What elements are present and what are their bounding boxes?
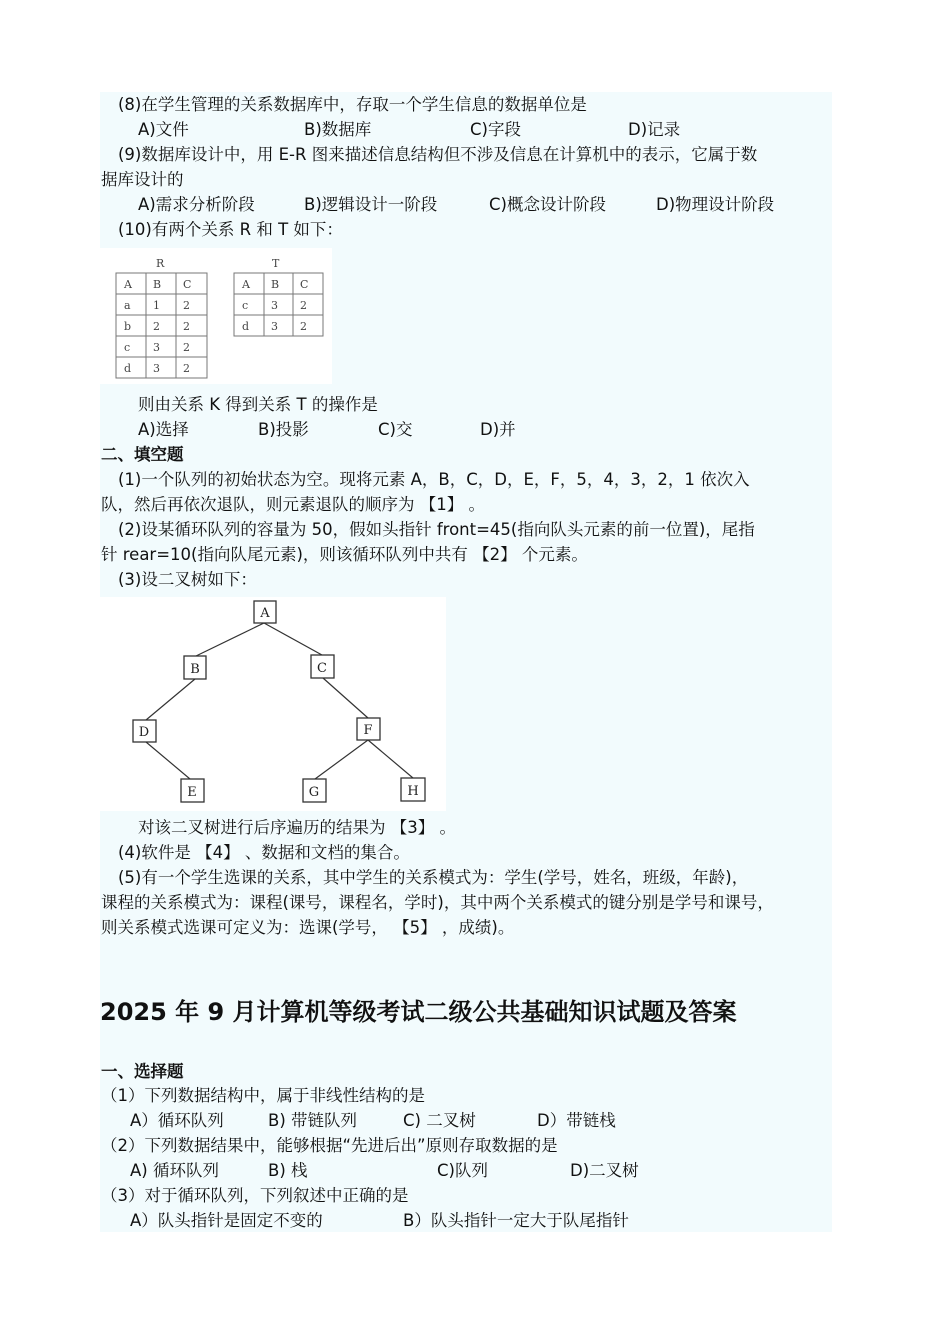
choice-q1: （1）下列数据结构中，属于非线性结构的是: [101, 1086, 425, 1105]
table-r-header-b: B: [153, 278, 162, 291]
q9-option-c: C)概念设计阶段: [489, 195, 606, 214]
choice-q1-option-d: D）带链栈: [537, 1111, 616, 1130]
q10-option-a: A)选择: [138, 420, 189, 439]
fill-q4: (4)软件是 【4】 、数据和文档的集合。: [118, 843, 410, 862]
q9-stem-line1: (9)数据库设计中，用 E-R 图来描述信息结构但不涉及信息在计算机中的表示，它属于数: [118, 145, 758, 164]
table-t-title: T: [272, 257, 280, 270]
table-r-cell: 2: [183, 341, 190, 354]
fill-q3-question: 对该二叉树进行后序遍历的结果为 【3】 。: [138, 818, 456, 837]
fill-q2-line2: 针 rear=10(指向队尾元素)，则该循环队列中共有 【2】 个元素。: [101, 545, 588, 564]
tree-node-h: H: [407, 784, 419, 799]
q9-stem-line2: 据库设计的: [101, 170, 184, 189]
q10-option-b: B)投影: [258, 420, 309, 439]
choice-q2: （2）下列数据结果中，能够根据“先进后出”原则存取数据的是: [101, 1136, 558, 1155]
table-r-title: R: [156, 257, 165, 270]
q10-stem: (10)有两个关系 R 和 T 如下：: [118, 220, 343, 239]
table-r-header-c: C: [183, 278, 192, 291]
fill-q3-stem: (3)设二叉树如下：: [118, 570, 257, 589]
choice-q3-option-b: B）队头指针一定大于队尾指针: [403, 1211, 629, 1230]
tree-node-b: B: [190, 662, 200, 677]
table-r-cell: b: [124, 320, 132, 333]
table-t-header-b: B: [271, 278, 280, 291]
section2-title: 二、填空题: [101, 445, 184, 464]
fill-q2-line1: (2)设某循环队列的容量为 50，假如头指针 front=45(指向队头元素的前一位置)，尾指: [118, 520, 755, 539]
table-t-cell: d: [242, 320, 250, 333]
choice-q2-option-a: A) 循环队列: [130, 1161, 219, 1180]
table-t-cell: 2: [300, 299, 307, 312]
table-r-cell: 2: [183, 362, 190, 375]
q8-option-a: A)文件: [138, 120, 189, 139]
table-r-cell: 3: [153, 341, 160, 354]
choice-q3-option-a: A）队头指针是固定不变的: [130, 1211, 323, 1230]
choice-q1-option-b: B) 带链队列: [268, 1111, 358, 1130]
relation-tables-figure: [100, 248, 332, 384]
table-t-header-a: A: [242, 278, 250, 291]
q8-option-c: C)字段: [470, 120, 521, 139]
table-r-cell: 2: [153, 320, 160, 333]
tree-node-c: C: [317, 661, 327, 676]
tree-node-a: A: [260, 606, 270, 621]
fill-q5-line3: 则关系模式选课可定义为：选课(学号， 【5】 ，成绩)。: [101, 918, 515, 937]
q9-option-a: A)需求分析阶段: [138, 195, 255, 214]
table-t-cell: 2: [300, 320, 307, 333]
table-r-cell: 2: [183, 320, 190, 333]
q8-option-d: D)记录: [628, 120, 681, 139]
table-r-cell: 2: [183, 299, 190, 312]
q9-option-d: D)物理设计阶段: [656, 195, 775, 214]
q8-option-b: B)数据库: [304, 120, 372, 139]
tree-node-e: E: [187, 785, 197, 800]
tree-node-f: F: [363, 723, 373, 738]
table-r-cell: a: [124, 299, 131, 312]
table-r-cell: c: [124, 341, 131, 354]
tree-node-d: D: [138, 725, 150, 740]
q9-option-b: B)逻辑设计一阶段: [304, 195, 438, 214]
tree-node-g: G: [308, 785, 320, 800]
fill-q5-line1: (5)有一个学生选课的关系，其中学生的关系模式为：学生(学号，姓名，班级，年龄)，: [118, 868, 749, 887]
page-heading: 2025 年 9 月计算机等级考试二级公共基础知识试题及答案: [100, 998, 737, 1026]
fill-q1-line2: 队，然后再依次退队，则元素退队的顺序为 【1】 。: [101, 495, 485, 514]
table-r-cell: d: [124, 362, 132, 375]
choice-q1-option-c: C) 二叉树: [403, 1111, 476, 1130]
q10-option-d: D)并: [480, 420, 516, 439]
fill-q1-line1: (1)一个队列的初始状态为空。现将元素 A，B，C，D，E，F，5，4，3，2，1 依次入: [118, 470, 750, 489]
q10-question: 则由关系 K 得到关系 T 的操作是: [138, 395, 378, 414]
q10-option-c: C)交: [378, 420, 413, 439]
binary-tree-figure: [100, 597, 446, 811]
section1-title: 一、选择题: [101, 1062, 184, 1081]
q8-stem: (8)在学生管理的关系数据库中，存取一个学生信息的数据单位是: [118, 95, 587, 114]
choice-q2-option-c: C)队列: [437, 1161, 488, 1180]
choice-q2-option-b: B) 栈: [268, 1161, 308, 1180]
choice-q2-option-d: D)二叉树: [570, 1161, 639, 1180]
table-t-cell: 3: [271, 320, 278, 333]
choice-q1-option-a: A）循环队列: [130, 1111, 224, 1130]
table-t-cell: 3: [271, 299, 278, 312]
table-t-cell: c: [242, 299, 249, 312]
table-t-header-c: C: [300, 278, 309, 291]
table-r-cell: 3: [153, 362, 160, 375]
choice-q3: （3）对于循环队列，下列叙述中正确的是: [101, 1186, 409, 1205]
table-r-header-a: A: [124, 278, 132, 291]
table-r-cell: 1: [153, 299, 160, 312]
fill-q5-line2: 课程的关系模式为：课程(课号，课程名，学时)，其中两个关系模式的键分别是学号和课号，: [101, 893, 774, 912]
